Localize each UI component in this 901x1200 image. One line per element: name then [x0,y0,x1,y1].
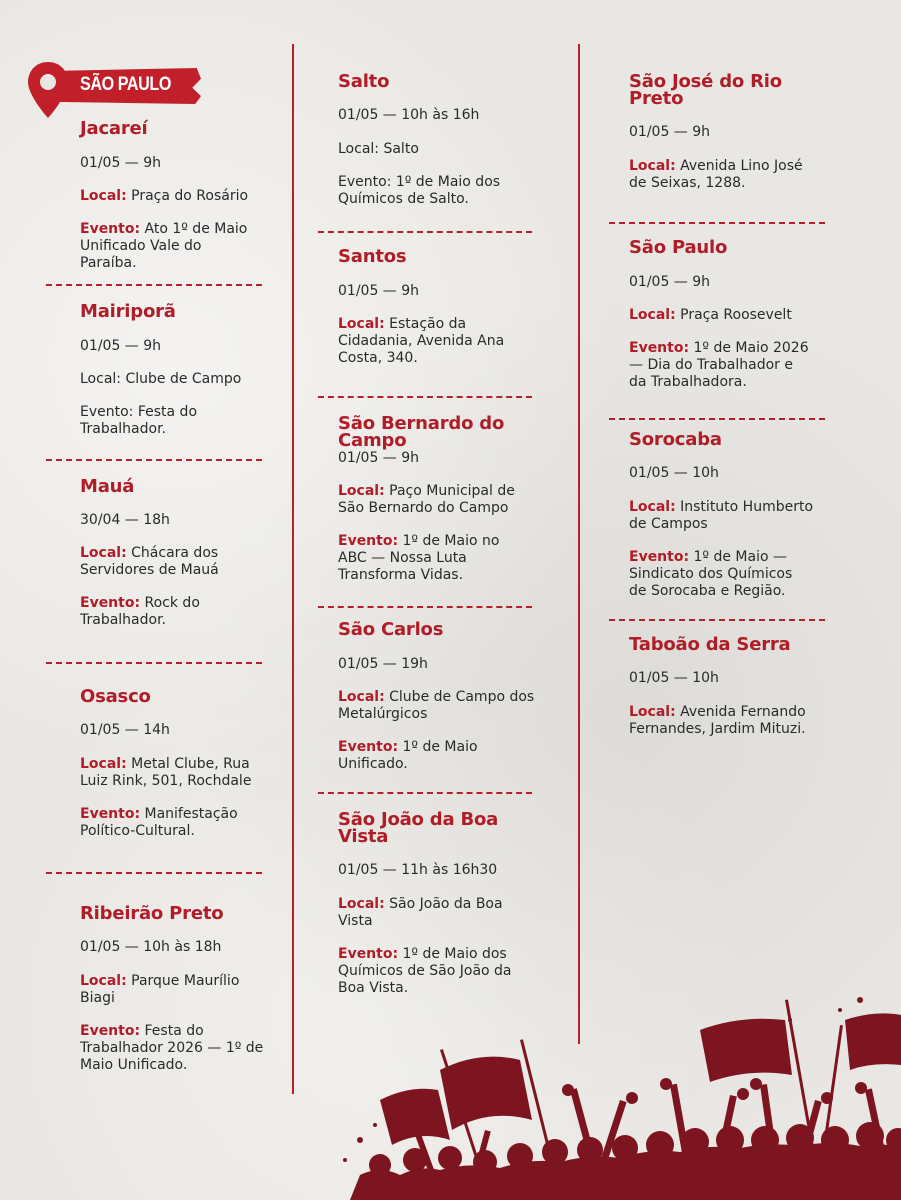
event-description: Evento: 1º de Maio dos [338,174,501,190]
event-description: ABC — Nossa Luta [338,550,467,566]
event-local: Luiz Rink, 501, Rochdale [80,773,252,789]
section-divider [46,662,262,664]
event-description: Boa Vista. [338,980,409,996]
event-description: — Dia do Trabalhador e [629,357,793,373]
event-description: Evento: 1º de Maio [338,739,478,755]
event-local: de Campos [629,516,708,532]
event-local: Local: Avenida Fernando [629,704,806,720]
city-name: Mairiporã [80,301,176,322]
event-date: 01/05 — 9h [338,283,420,299]
column-divider [292,44,294,1094]
city-name: Vista [338,826,389,847]
city-name: Santos [338,246,407,267]
event-description: Evento: 1º de Maio — [629,549,787,565]
event-local: Local: São João da Boa [338,896,503,912]
event-date: 01/05 — 9h [338,450,420,466]
event-local: Vista [338,913,373,929]
city-name: Sorocaba [629,429,722,450]
event-local: de Seixas, 1288. [629,175,746,191]
event-date: 01/05 — 9h [629,124,711,140]
event-description: Sindicato dos Químicos [629,566,793,582]
city-name: Jacareí [80,118,148,139]
event-description: Paraíba. [80,255,137,271]
event-description: Unificado Vale do [80,238,202,254]
event-local: Costa, 340. [338,350,418,366]
event-local: São Bernardo do Campo [338,500,509,516]
event-local: Local: Parque Maurílio [80,973,240,989]
event-description: Unificado. [338,756,408,772]
event-date: 01/05 — 9h [629,274,711,290]
event-local: Local: Avenida Lino José [629,158,803,174]
city-name: Osasco [80,686,151,707]
event-date: 01/05 — 10h [629,465,719,481]
city-name: Campo [338,430,407,451]
event-description: Trabalhador. [80,612,167,628]
city-name: Taboão da Serra [629,634,791,655]
event-date: 01/05 — 10h às 16h [338,107,480,123]
event-description: Evento: 1º de Maio no [338,533,500,549]
section-divider [46,872,262,874]
event-description: da Trabalhadora. [629,374,747,390]
city-name: São João da Boa [338,809,499,830]
event-description: Evento: Ato 1º de Maio [80,221,248,237]
city-name: São José do Rio [629,71,782,92]
section-divider [609,222,825,224]
city-name: Mauá [80,476,135,497]
protest-crowd-illustration [320,990,901,1200]
event-description: Trabalhador. [80,421,167,437]
section-divider [46,459,262,461]
event-description: Maio Unificado. [80,1057,188,1073]
event-description: Evento: 1º de Maio 2026 [629,340,809,356]
event-local: Metalúrgicos [338,706,428,722]
event-description: Químicos de Salto. [338,191,469,207]
event-local: Local: Salto [338,141,419,157]
city-name: Preto [629,88,684,109]
event-local: Servidores de Mauá [80,562,219,578]
event-local: Local: Paço Municipal de [338,483,515,499]
section-divider [46,284,262,286]
column-divider [578,44,580,1044]
event-description: Evento: 1º de Maio dos [338,946,507,962]
event-description: Evento: Festa do [80,404,198,420]
event-description: Político-Cultural. [80,823,195,839]
event-date: 01/05 — 11h às 16h30 [338,862,498,878]
city-name: São Carlos [338,619,444,640]
city-name: São Bernardo do [338,413,505,434]
event-local: Local: Instituto Humberto [629,499,814,515]
event-date: 30/04 — 18h [80,512,170,528]
section-divider [318,396,532,398]
event-description: de Sorocaba e Região. [629,583,786,599]
city-name: São Paulo [629,237,728,258]
event-local: Cidadania, Avenida Ana [338,333,505,349]
event-local: Local: Praça do Rosário [80,188,249,204]
event-description: Químicos de São João da [338,963,512,979]
section-divider [318,606,532,608]
event-description: Evento: Festa do [80,1023,204,1039]
event-date: 01/05 — 19h [338,656,428,672]
event-local: Local: Clube de Campo dos [338,689,535,705]
event-date: 01/05 — 10h [629,670,719,686]
state-title: SÃO PAULO [80,74,171,95]
event-date: 01/05 — 14h [80,722,170,738]
event-local: Fernandes, Jardim Mituzi. [629,721,806,737]
event-local: Local: Chácara dos [80,545,219,561]
section-divider [318,792,532,794]
section-divider [609,418,825,420]
event-description: Transforma Vidas. [338,567,464,583]
event-date: 01/05 — 10h às 18h [80,939,222,955]
section-divider [318,231,532,233]
city-name: Salto [338,71,390,92]
event-description: Trabalhador 2026 — 1º de [80,1040,264,1056]
event-local: Biagi [80,990,115,1006]
event-local: Local: Metal Clube, Rua [80,756,250,772]
city-name: Ribeirão Preto [80,903,224,924]
event-local: Local: Clube de Campo [80,371,242,387]
event-local: Local: Praça Roosevelt [629,307,792,323]
section-divider [609,619,825,621]
event-date: 01/05 — 9h [80,155,162,171]
event-description: Evento: Manifestação [80,806,238,822]
event-description: Evento: Rock do [80,595,200,611]
event-date: 01/05 — 9h [80,338,162,354]
event-local: Local: Estação da [338,316,467,332]
